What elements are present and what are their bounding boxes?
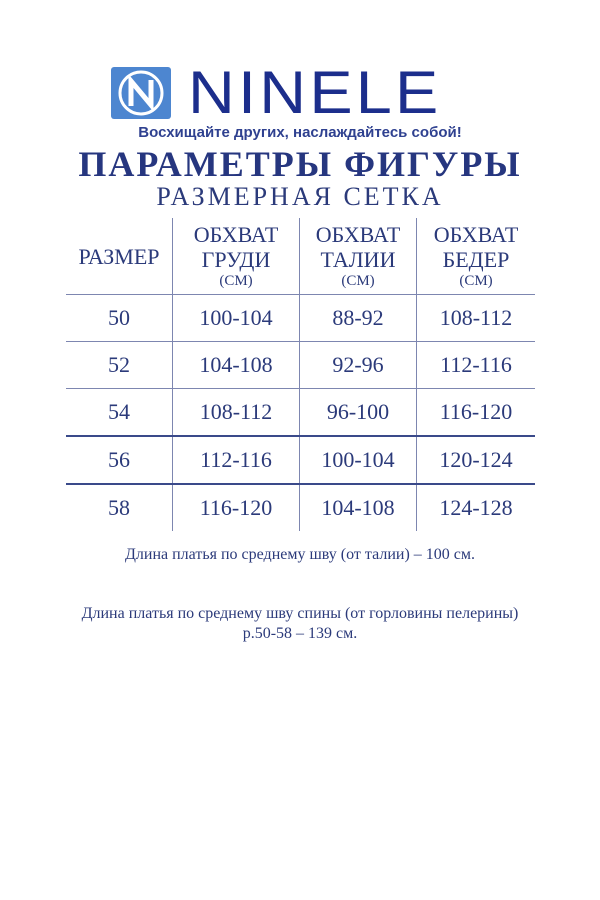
header-hips-line2: БЕДЕР <box>442 247 510 272</box>
header-hips-line1: ОБХВАТ <box>433 222 519 247</box>
header-bust <box>173 218 300 295</box>
note-waist-length: Длина платья по среднему шву (от талии) – 100 см. <box>124 546 476 563</box>
header-bust-unit: (СМ) <box>219 273 253 289</box>
hips-cell: 120-124 <box>417 436 536 484</box>
size-chart-table <box>66 218 535 531</box>
waist-cell: 100-104 <box>300 436 417 484</box>
page-title: ПАРАМЕТРЫ ФИГУРЫ <box>78 144 522 184</box>
header-size-label: РАЗМЕР <box>78 243 160 269</box>
header-hips <box>417 218 536 295</box>
waist-cell: 92-96 <box>300 342 417 389</box>
ninele-logo-icon <box>110 66 172 120</box>
brand-tagline: Восхищайте других, наслаждайтесь собой! <box>138 124 462 141</box>
header-waist-unit: (СМ) <box>341 273 375 289</box>
size-cell: 52 <box>66 342 173 389</box>
table-header-row <box>66 218 535 295</box>
header-size <box>66 218 173 295</box>
header-waist <box>300 218 417 295</box>
bust-cell: 104-108 <box>173 342 300 389</box>
note-back-length: Длина платья по среднему шву спины (от горловины пелерины) р.50-58 – 139 см. <box>81 605 519 642</box>
bust-cell: 100-104 <box>173 295 300 342</box>
size-cell: 56 <box>66 436 173 484</box>
table-row <box>66 436 535 484</box>
table-row <box>66 295 535 342</box>
bust-cell: 116-120 <box>173 484 300 531</box>
size-cell: 54 <box>66 389 173 437</box>
hips-cell: 116-120 <box>417 389 536 437</box>
bust-cell: 112-116 <box>173 436 300 484</box>
table-row <box>66 484 535 531</box>
waist-cell: 96-100 <box>300 389 417 437</box>
header-waist-line2: ТАЛИИ <box>320 247 396 272</box>
hips-cell: 124-128 <box>417 484 536 531</box>
header-hips-unit: (СМ) <box>459 273 493 289</box>
waist-cell: 88-92 <box>300 295 417 342</box>
table-row <box>66 389 535 437</box>
brand-logo <box>110 59 510 126</box>
header-bust-line1: ОБХВАТ <box>193 222 279 247</box>
size-cell: 50 <box>66 295 173 342</box>
header-bust-line2: ГРУДИ <box>201 247 271 272</box>
bust-cell: 108-112 <box>173 389 300 437</box>
waist-cell: 104-108 <box>300 484 417 531</box>
hips-cell: 108-112 <box>417 295 536 342</box>
size-cell: 58 <box>66 484 173 531</box>
page-subtitle: РАЗМЕРНАЯ СЕТКА <box>156 182 444 211</box>
table-row <box>66 342 535 389</box>
header-waist-line1: ОБХВАТ <box>315 222 401 247</box>
hips-cell: 112-116 <box>417 342 536 389</box>
brand-name: NINELE <box>188 59 442 126</box>
